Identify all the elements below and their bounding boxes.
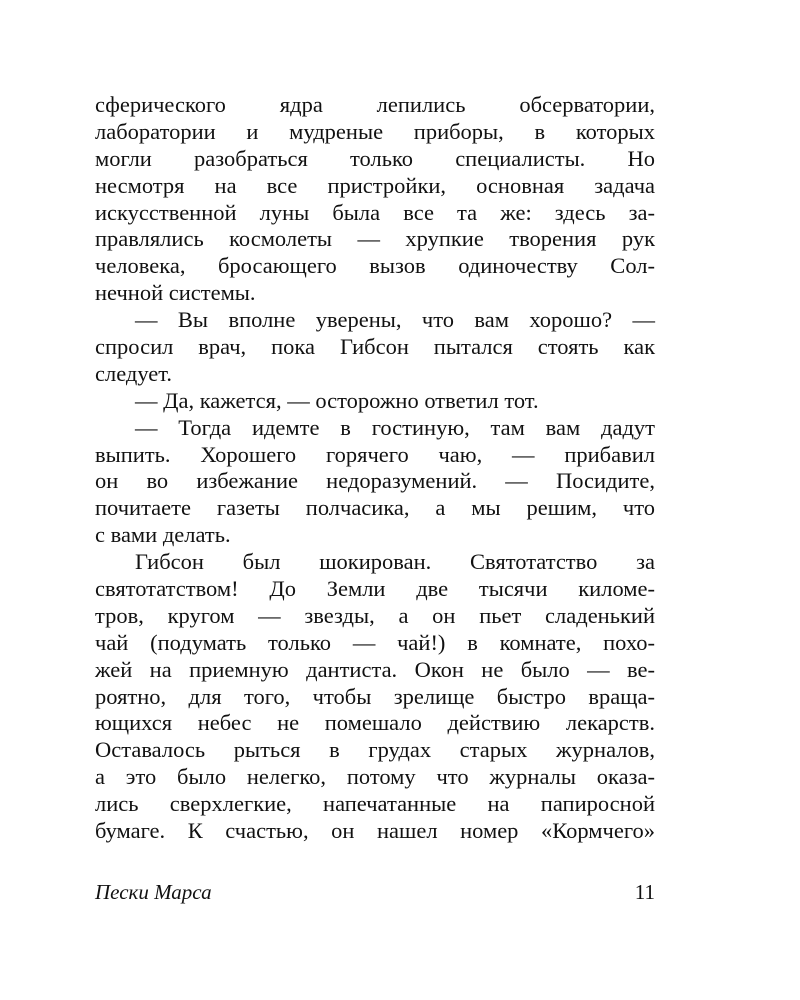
text-line: выпить. Хорошего горячего чаю, — прибавил xyxy=(95,441,655,467)
text-line: человека, бросающего вызов одиночеству Сол- xyxy=(95,253,655,279)
page-number: 11 xyxy=(634,880,655,904)
text-line: — Тогда идемте в гостиную, там вам дадут xyxy=(135,414,655,440)
text-line: тров, кругом — звезды, а он пьет сладенький xyxy=(95,602,655,628)
text-line: лись сверхлегкие, напечатанные на папиросной xyxy=(95,791,655,817)
text-line: святотатством! До Земли две тысячи киломе- xyxy=(95,576,655,602)
text-line: могли разобраться только специалисты. Но xyxy=(95,145,655,171)
text-line: Оставалось рыться в грудах старых журналов, xyxy=(95,737,655,763)
text-line: следует. xyxy=(95,360,173,386)
page-footer xyxy=(95,880,655,910)
body-text xyxy=(95,92,655,845)
text-line: роятно, для того, чтобы зрелище быстро враща- xyxy=(95,683,655,709)
text-line: бумаге. К счастью, он нашел номер «Кормчего» xyxy=(95,818,655,844)
text-line: с вами делать. xyxy=(95,522,231,548)
running-title: Пески Марса xyxy=(95,880,212,904)
text-line: — Вы вполне уверены, что вам хорошо? — xyxy=(135,307,655,333)
text-line: ющихся небес не помешало действию лекарств. xyxy=(95,710,655,736)
text-line: он во избежание недоразумений. — Посидите, xyxy=(95,468,655,494)
text-line: а это было нелегко, потому что журналы оказа- xyxy=(95,764,655,790)
text-line: искусственной луны была все та же: здесь за- xyxy=(95,199,655,225)
text-line: сферического ядра лепились обсерватории, xyxy=(95,92,655,117)
text-line: чай (подумать только — чай!) в комнате, похо- xyxy=(95,629,655,655)
text-line: несмотря на все пристройки, основная задача xyxy=(95,172,655,198)
text-line: — Да, кажется, — осторожно ответил тот. xyxy=(135,387,539,413)
text-line: правлялись космолеты — хрупкие творения рук xyxy=(95,226,655,252)
text-line: жей на приемную дантиста. Окон не было — ве- xyxy=(95,656,655,682)
text-line: почитаете газеты полчасика, а мы решим, что xyxy=(95,495,655,521)
text-line: лаборатории и мудреные приборы, в которых xyxy=(95,118,655,144)
text-line: нечной системы. xyxy=(95,280,256,306)
text-line: спросил врач, пока Гибсон пытался стоять как xyxy=(95,334,655,360)
text-line: Гибсон был шокирован. Святотатство за xyxy=(135,549,655,575)
